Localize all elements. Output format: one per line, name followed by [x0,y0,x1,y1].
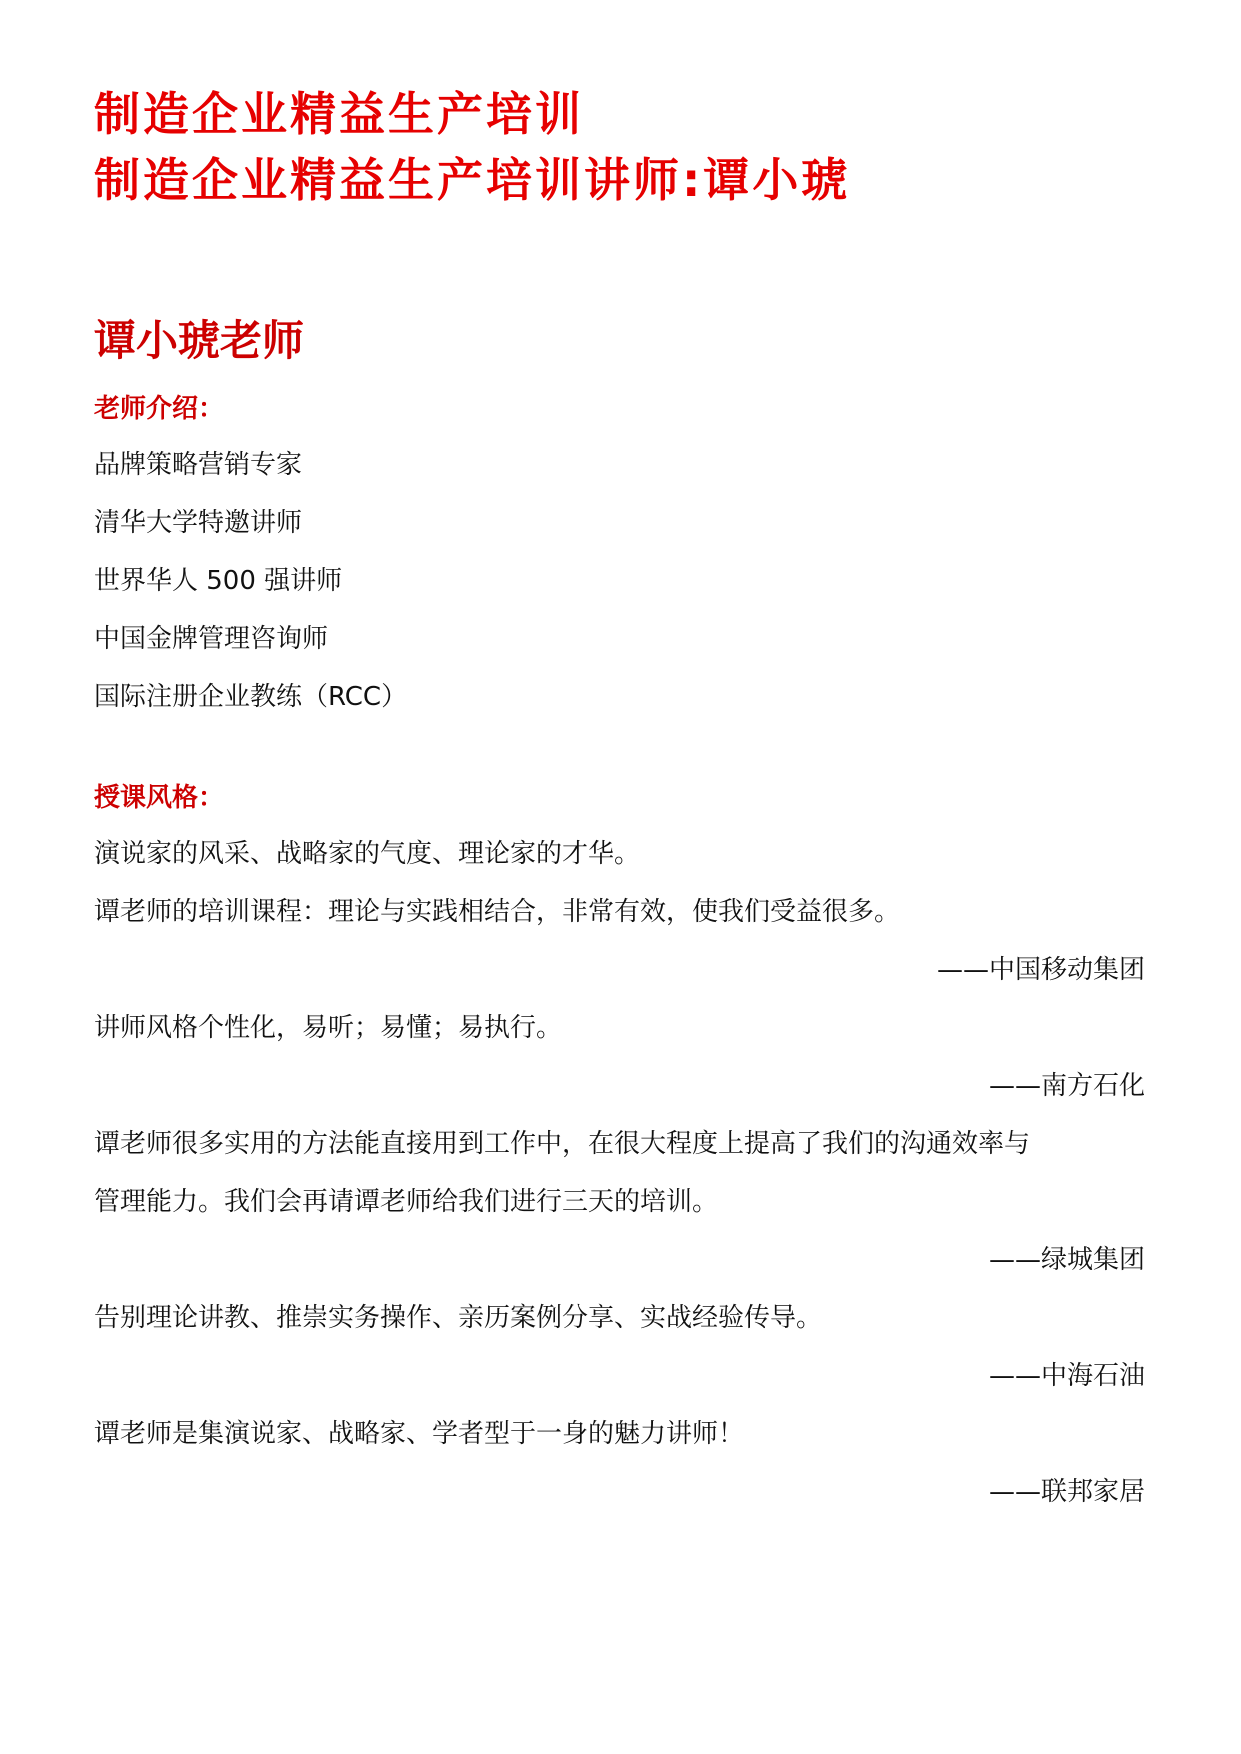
document-subtitle: 制造企业精益生产培训讲师:谭小琥 [94,153,851,207]
intro-item: 国际注册企业教练（RCC） [94,682,408,712]
testimonial-text: 谭老师的培训课程：理论与实践相结合，非常有效，使我们受益很多。 [94,897,901,927]
testimonial-source: ——联邦家居 [988,1477,1145,1507]
document-title: 制造企业精益生产培训 [94,87,584,141]
teaching-style-summary: 演说家的风采、战略家的气度、理论家的才华。 [94,839,641,869]
testimonial-source: ——中海石油 [988,1361,1145,1391]
testimonial-source: ——中国移动集团 [936,955,1145,985]
intro-item: 中国金牌管理咨询师 [94,624,329,654]
testimonial-source: ——南方石化 [988,1071,1145,1101]
testimonial-text: 谭老师很多实用的方法能直接用到工作中，在很大程度上提高了我们的沟通效率与 [94,1129,1031,1159]
teaching-style-label: 授课风格： [94,783,225,813]
intro-item: 清华大学特邀讲师 [94,508,303,538]
testimonial-text: 告别理论讲教、推崇实务操作、亲历案例分享、实战经验传导。 [94,1303,823,1333]
testimonial-text: 讲师风格个性化，易听；易懂；易执行。 [94,1013,563,1043]
testimonial-source: ——绿城集团 [988,1245,1145,1275]
intro-item: 世界华人 500 强讲师 [94,566,343,596]
teacher-name-heading: 谭小琥老师 [94,316,305,365]
teacher-intro-label: 老师介绍： [94,394,225,424]
testimonial-text: 谭老师是集演说家、战略家、学者型于一身的魅力讲师！ [94,1419,745,1449]
intro-item: 品牌策略营销专家 [94,450,303,480]
testimonial-text: 管理能力。我们会再请谭老师给我们进行三天的培训。 [94,1187,719,1217]
